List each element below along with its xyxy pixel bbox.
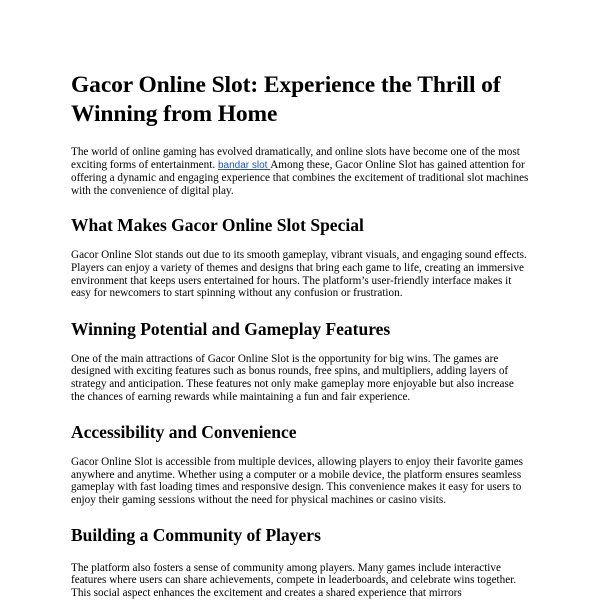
- article-title: Gacor Online Slot: Experience the Thrill of Winning from Home: [71, 72, 501, 127]
- section-heading-accessibility: Accessibility and Convenience: [71, 422, 297, 443]
- section-body-community: The platform also fosters a sense of community among players. Many games include interactive features where users can share achievements, compete in leaderboards, and celebrate wins together. This social aspect enhances the excitement and creates a shared experience that mirrors: [71, 561, 517, 599]
- section-body-accessibility: Gacor Online Slot is accessible from multiple devices, allowing players to enjoy their favorite games anywhere and anytime. Whether using a computer or a mobile device, the platform ensures seamless gameplay with fast loading times and responsive design. This convenience makes it easy for users to enjoy their gaming sessions without the need for physical machines or casino visits.: [71, 456, 524, 506]
- section-heading-special: What Makes Gacor Online Slot Special: [71, 215, 364, 236]
- section-body-winning: One of the main attractions of Gacor Online Slot is the opportunity for big wins. The games are designed with exciting features such as bonus rounds, free spins, and multipliers, adding layers of strategy and anticipation. These features not only make gameplay more enjoyable but also increase the chances of earning rewards while maintaining a fun and fair experience.: [71, 352, 514, 403]
- section-heading-community: Building a Community of Players: [71, 524, 321, 545]
- section-body-special: Gacor Online Slot stands out due to its smooth gameplay, vibrant visuals, and engaging sound effects. Players can enjoy a variety of themes and designs that bring each game to life, creating an immersive environment that keeps users entertained for hours. The platform’s user-friendly interface makes it easy for newcomers to start spinning without any confusion or frustration.: [71, 249, 527, 300]
- intro-text-start: The world of online gaming has evolved dramatically, and online slots have become one of the most exciting forms of entertainment.: [71, 146, 520, 171]
- intro-paragraph: [71, 146, 530, 197]
- bandar-slot-link[interactable]: bandar slot: [217, 159, 271, 171]
- section-heading-winning: Winning Potential and Gameplay Features: [71, 318, 391, 339]
- intro-text-end: Among these, Gacor Online Slot has gained attention for offering a dynamic and engaging experience that combines the excitement of traditional slot machines with the convenience of digital play.: [71, 158, 529, 197]
